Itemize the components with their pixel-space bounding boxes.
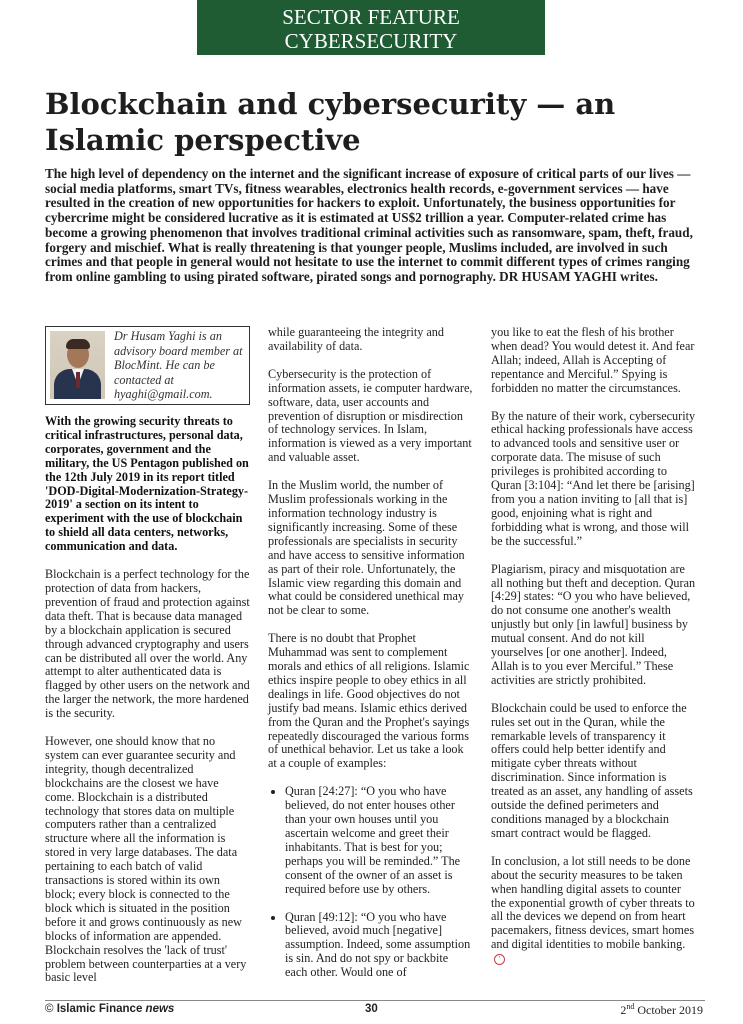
footer-brand	[45, 1003, 174, 1015]
issue-date	[620, 1002, 703, 1018]
section-label: SECTOR FEATURE	[282, 5, 460, 29]
column-3	[491, 326, 696, 980]
quran-examples-list	[268, 785, 473, 980]
end-of-article-icon: ’	[494, 954, 505, 965]
intro-paragraph: With the growing security threats to critical infrastructures, personal data, corporates, government and the military, the US Pentagon published on the 12th July 2019 in its report titled 'DOD-Digital-Modernization-Strategy-2019' a section on its intent to experiment with the use of blockchain to shield all data centers, networks, communication and data.	[45, 414, 249, 554]
body-paragraph: There is no doubt that Prophet Muhammad was sent to complement morals and ethics of all religions. Islamic ethics inspire people to obey ethics in all dealings in life. Good objectives do not justify bad means. Islamic ethics derived from the Quran and the Prophet's sayings repeatedly discouraged the various forms of unethical behavior. Let us take a look at a couple of examples:	[268, 631, 470, 771]
copyright-symbol: ©	[45, 1003, 54, 1015]
body-paragraph: Blockchain could be used to enforce the rules set out in the Quran, while the remarkable levels of transparency it offers could help better identify and mitigate cyber threats without discrimination. Since information is treated as an asset, any handling of assets outside the defined perimeters and conditions managed by a blockchain smart contract would be flagged.	[491, 700, 693, 840]
date-suffix: nd	[626, 1002, 635, 1011]
list-item: • Quran [24:27]: “O you who have believed, do not enter houses other than your own houses until you ascertain welcome and greet their inhabitants. That is best for you; perhaps you will be reminded.” The consent of the owner of an asset is required before use by others.	[285, 785, 473, 896]
article-title: Blockchain and cybersecurity — an Islamic perspective	[45, 87, 616, 157]
conclusion-text: In conclusion, a lot still needs to be done about the security measures to be taken when handling digital assets to counter the exponential growth of cyber threats to all the devices we depend on from heart pacemakers, fitness devices, smart homes and digital identities to mobile banking.	[491, 853, 695, 952]
body-paragraph: In the Muslim world, the number of Muslim professionals working in the information technology industry is significantly increasing. Some of these professionals are specialists in security and have access to sensitive information as part of their role. Unfortunately, the Islamic view regarding this domain and what could be considered unethical may not be clear to some.	[268, 478, 465, 618]
author-photo	[50, 331, 105, 399]
date-month-year: October 2019	[637, 1003, 703, 1017]
body-paragraph: Cybersecurity is the protection of information assets, ie computer hardware, software, data, user accounts and prevention of disruption or misdirection of technology services. In Islam, information is viewed as a very important and valuable asset.	[268, 366, 473, 465]
body-paragraph: However, one should know that no system can ever guarantee security and integrity, though decentralized blockchains are the closest we have come. Blockchain is a distributed technology that stores data on multiple computers rather than a centralized structure where all the information is stored in very large databases. The data pertaining to each batch of valid transactions is stored within its own block; every block is connected to the block which is situated in the position before it and grows continuously as new blocks of information are appended. Blockchain resolves the 'lack of trust' problem between counterparties at a very basic level	[45, 734, 247, 985]
standfirst: The high level of dependency on the internet and the significant increase of exposure of critical parts of our lives — social media platforms, smart TVs, fitness wearables, electronics health records, e-government services — have resulted in the creation of new opportunities for hackers to exploit. Unfortunately, the business opportunities for cybercrime might be considered lucrative as it is estimated at US$2 trillion a year. Computer-related crime has become a growing phenomenon that involves traditional criminal activities such as ransomware, spam, theft, fraud, forgery and mischief. What is really threatening is that younger people, Muslims included, are involved in such crimes and that people in general would not hesitate to use the internet to commit different types of crimes ranging from online gambling to using pirated software, pirated songs and pornography. DR HUSAM YAGHI writes.	[45, 166, 693, 284]
column-2	[268, 326, 473, 994]
brand-name: Islamic Finance	[56, 1003, 143, 1015]
body-paragraph: Plagiarism, piracy and misquotation are all nothing but theft and deception. Quran [4:29] states: “O you who have believed, do not consume one another's wealth unjustly but only [in lawful] business by mutual consent. And do not kill yourselves [or one another]. Indeed, Allah is to you ever Merciful.” These activities are strictly prohibited.	[491, 561, 696, 687]
section-banner	[197, 0, 545, 55]
date-day: 2	[620, 1003, 627, 1017]
body-paragraph: you like to eat the flesh of his brother when dead? You would detest it. And fear Allah; indeed, Allah is Accepting of repentance and Merciful.” Spying is forbidden no matter the circumstances.	[491, 325, 695, 395]
section-topic: CYBERSECURITY	[284, 29, 458, 53]
brand-suffix: news	[145, 1003, 175, 1015]
column-1	[45, 326, 250, 999]
list-item: • Quran [49:12]: “O you who have believed, avoid much [negative] assumption. Indeed, some assumption is sin. And do not spy or backbite each other. Would one of	[285, 911, 473, 981]
conclusion-paragraph	[491, 855, 696, 966]
body-paragraph: while guaranteeing the integrity and availability of data.	[268, 325, 444, 353]
body-paragraph: Blockchain is a perfect technology for the protection of data from hackers, prevention of fraud and protection against data theft. That is because data managed by a blockchain application is secured through advanced cryptography and users can be distributed all over the world. Any attempt to alter authenticated data is flagged by other users on the network and the larger the network, the more hardened is the security.	[45, 567, 250, 721]
footer-divider	[45, 1000, 705, 1001]
page-number: 30	[365, 1003, 378, 1015]
author-bio-box	[45, 326, 250, 405]
body-paragraph: By the nature of their work, cybersecurity ethical hacking professionals have access to advanced tools and sensitive user or corporate data. The misuse of such privileges is prohibited according to Quran [3:104]: “And let there be [arising] from you a nation inviting to [all that is] good, enjoining what is right and forbidding what is wrong, and those will be the successful.”	[491, 408, 696, 548]
author-bio: Dr Husam Yaghi is an advisory board member at BlocMint. He can be contacted at hyaghi@gmail.com.	[114, 329, 243, 402]
